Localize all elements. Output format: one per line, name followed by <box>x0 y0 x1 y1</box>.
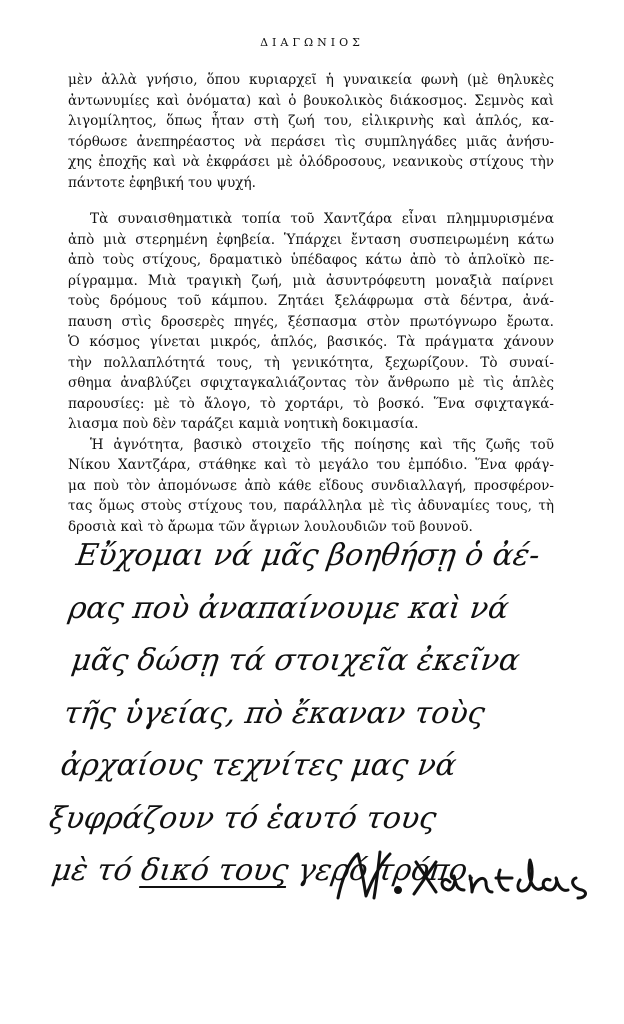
text-line: ρίγραμμα. Μιὰ τραγικὴ ζωή, μιὰ ἀσυντρόφευτη μοναξιὰ παίρνει <box>68 272 554 289</box>
text-line: σθημα ἀναβλύζει σφιχταγκαλιάζοντας τὸν ἄνθρωπο μὲ τὶς ἁπλὲς <box>68 375 554 391</box>
text-line: παρουσίες: μὲ τὸ ἄλογο, τὸ χορτάρι, τὸ βοσκό. Ἕνα σφιχταγκά- <box>68 395 554 412</box>
text-line: δροσιὰ καὶ τὸ ἄρωμα τῶν ἄγριων λουλουδιῶν τοῦ βουνοῦ. <box>68 518 473 535</box>
handwritten-line: ρας ποὺ ἀναπαίνουμε καὶ νά <box>66 590 512 626</box>
signature-drawing <box>320 840 600 910</box>
text-line: τὴν πολλαπλότητά τους, τὴ γενικότητα, ξεχωρίζουν. Τὸ συναί- <box>68 354 554 371</box>
text-line: παυση στὶς δροσερὲς πηγές, ξέσπασμα στὸν πρωτόγνωρο ἔρωτα. <box>68 313 554 330</box>
handwritten-line: Εὔχομαι νά μᾶς βοηθήσῃ ὁ ἀέ- <box>73 538 542 573</box>
printed-text-block <box>68 70 554 537</box>
text-line: τας ὅμως στοὺς στίχους του, παράλληλα μὲ τὶς ἀδυναμίες τους, τὴ <box>68 498 554 514</box>
text-line: ἀντωνυμίες καὶ ὀνόματα) καὶ ὁ βουκολικὸς διάκοσμος. Σεμνὸς καὶ <box>68 92 554 109</box>
text-line: λιγομίλητος, ὅπως ἦταν στὴ ζωή του, εἰλικρινὴς καὶ ἁπλός, κα- <box>68 113 554 129</box>
text-line: τοὺς δρόμους τοῦ κάμπου. Ζητάει ξελάφρωμα στὰ δέντρα, ἀνά- <box>68 293 554 309</box>
text-line: Τὰ συναισθηματικὰ τοπία τοῦ Χαντζάρα εἶναι πλημμυρισμένα <box>90 211 554 227</box>
text-line: Νίκου Χαντζάρα, στάθηκε καὶ τὸ μεγάλο του ἐμπόδιο. Ἕνα φράγ- <box>68 457 554 473</box>
text-line: ἀπὸ τοὺς στίχους, δραματικὸ ὑπέδαφος κάτω ἀπὸ τὸ ἁπλοϊκὸ πε- <box>68 252 554 268</box>
paragraph-1 <box>68 70 554 193</box>
handwritten-line: μᾶς δώσῃ τά στοιχεῖα ἐκεῖνα <box>69 643 522 678</box>
paragraph-3 <box>68 435 554 538</box>
handwritten-fragment: μὲ τό <box>49 853 144 888</box>
handwritten-line: ξυφράζουν τό ἑαυτό τους <box>47 800 439 836</box>
text-line: Ὁ κόσμος γίνεται μικρός, ἁπλός, βασικός. Τὰ πράγματα χάνουν <box>68 334 554 350</box>
underlined-word: δικό τους <box>139 853 291 888</box>
text-line: χης ἐποχῆς καὶ νὰ ἐκφράσει μὲ ὁλόδροσους, νεανικοὺς στίχους τὴν <box>68 154 554 170</box>
handwritten-signature <box>320 840 600 910</box>
text-line: Ἡ ἀγνότητα, βασικὸ στοιχεῖο τῆς ποίησης καὶ τῆς ζωῆς τοῦ <box>90 436 554 453</box>
page-running-header: ΔΙΑΓΩΝΙΟΣ <box>260 36 364 49</box>
text-line: λιασμα ποὺ δὲν ταράζει καμιὰ νοητικὴ δοκιμασία. <box>68 416 419 432</box>
text-line: ἀπὸ μιὰ στερημένη ἐφηβεία. Ὑπάρχει ἔνταση συσπειρωμένη κάτω <box>68 231 554 248</box>
text-line: μα ποὺ τὸν ἀπομόνωσε ἀπὸ κάθε εἴδους συνδιαλλαγή, προσφέρον- <box>68 477 554 494</box>
handwritten-line: ἀρχαίους τεχνίτες μας νά <box>58 748 459 783</box>
text-line: μὲν ἀλλὰ γνήσιο, ὅπου κυριαρχεῖ ἡ γυναικεία φωνὴ (μὲ θηλυκὲς <box>68 72 554 88</box>
text-line: πάντοτε ἐφηβική του ψυχή. <box>68 174 256 191</box>
text-line: τόρθωσε ἀνεπηρέαστος νὰ περάσει τὶς συμπληγάδες μιᾶς ἀνήσυ- <box>68 133 554 150</box>
paragraph-2 <box>68 209 554 435</box>
handwritten-line: τῆς ὑγείας, πὸ ἔκαναν τοὺς <box>61 695 488 731</box>
handwritten-fragment: γερό τρόπο. <box>285 853 480 888</box>
